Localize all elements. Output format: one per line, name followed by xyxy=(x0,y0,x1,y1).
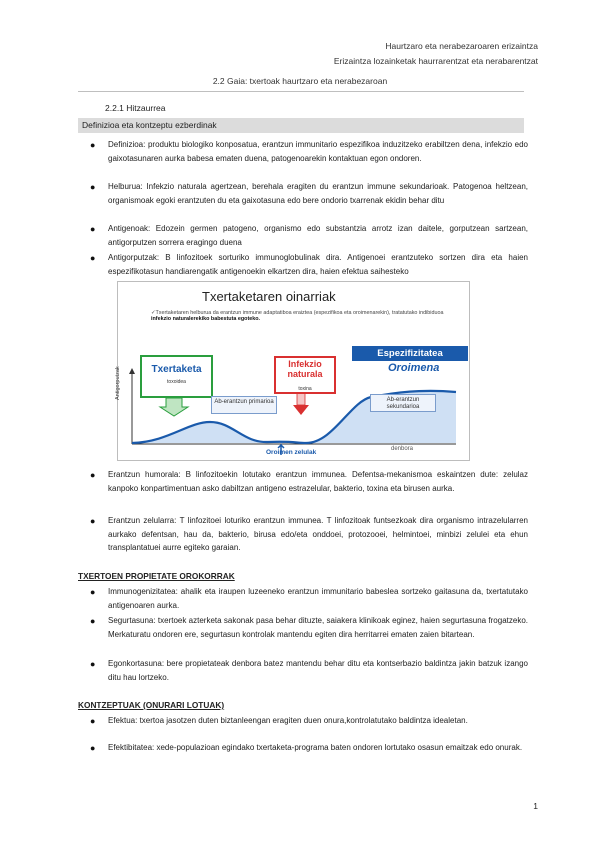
vaccination-label: Txertaketa xyxy=(142,364,211,375)
header-subject-title: Erizaintza lozainketak haurrarentzat eta nerabarentzat xyxy=(333,56,538,66)
header-divider xyxy=(78,91,524,92)
definition-item: Helburua: Infekzio naturala agertzean, berehala eragiten du erantzun immune sekundarioak. Patogenoa heltzean, organismoak egoki erantzuten du eta gaixotasuna edo bere ondorio txarrenak ekidin behar ditu xyxy=(108,182,528,205)
vaccination-box xyxy=(140,355,213,398)
secondary-response-label: Ab-erantzun sekundarioa xyxy=(370,394,436,412)
primary-response-label: Ab-erantzun primarioa xyxy=(211,396,277,414)
bullet: ● xyxy=(90,616,96,626)
figure-note-text: ✓Txertaketaren helburua da erantzun immune adaptatiboa eraiztea (espezifikoa eta oroimenarekin), tratatutako indibiduoa xyxy=(151,310,444,316)
memory-cells-label: Oroimen zelulak xyxy=(266,449,317,456)
y-axis-label: Antigorputzak xyxy=(115,366,121,400)
properties-heading: TXERTOEN PROPIETATE OROKORRAK xyxy=(78,571,235,581)
property-item: Immunogenizitatea: ahalik eta iraupen luzeeneko erantzun immunitario babeslea sortzeko gaitasuna da, txertatutako antigenoaren aurka. xyxy=(108,587,528,610)
vaccination-diagram xyxy=(117,281,470,461)
bullet: ● xyxy=(90,253,96,263)
definition-item: Definizioa: produktu biologiko konposatua, erantzun immunitario espezifikoa induzitzeko erabiltzen dena, infekzio edo gaixotasunaren aurka babesa ematen duena, patogenoarekin kontaktuan egon ondoren. xyxy=(108,140,528,163)
bullet: ● xyxy=(90,716,96,726)
bullet: ● xyxy=(90,587,96,597)
bullet: ● xyxy=(90,516,96,526)
definition-item: Antigenoak: Edozein germen patogeno, organismo edo substantzia arrotz izan daitele, gorputzean sartzean, antigorputzen sorrera eragingo duena xyxy=(108,224,528,247)
page-number: 1 xyxy=(533,801,538,811)
toxoid-label: toxoidea xyxy=(167,379,186,385)
bullet: ● xyxy=(90,224,96,234)
subsection-title: 2.2.1 Hitzaurrea xyxy=(105,103,166,113)
toxin-label: toxina xyxy=(298,386,312,392)
property-item: Egonkortasuna: bere propietateak denbora batez mantendu behar ditu eta kontserbazio baldintza jakin batzuk izango ditu hau lortzeko. xyxy=(108,659,528,682)
section-title: 2.2 Gaia: txertoak haurtzaro eta nerabezaroan xyxy=(212,76,388,86)
memory-label: Oroimena xyxy=(388,362,440,374)
property-item: Segurtasuna: txertoek azterketa sakonak pasa behar dituzte, saiakera klinikoak eginez, haien segurtasuna frogatzeko. Merkaturatu ondoren ere, segurtasun kontrolak mantendu egiten dira herritarrei ematen zaien bitartean. xyxy=(108,616,528,639)
bullet: ● xyxy=(90,182,96,192)
infection-arrow-stem xyxy=(297,393,305,405)
concepts-heading: KONTZEPTUAK (ONURARI LOTUAK) xyxy=(78,700,225,710)
concept-item: Efektibitatea: xede-populazioan egindako txertaketa-programa baten ondoren lortutako osasun emaitzak edo onurak. xyxy=(108,743,523,752)
x-axis-label: denbora xyxy=(391,446,414,452)
vaccination-arrow xyxy=(160,398,188,416)
immune-response-item: Erantzun humorala: B linfozitoekin lotutako erantzun immunea. Defentsa-mekanismoa eskaintzen dute: zelulaz kanpoko konpartimentuan asko dabiltzan antigeno estrazelular, bakterio, toxina eta birusen aurka. xyxy=(108,470,528,493)
natural-infection-label: Infekzio naturala xyxy=(287,359,323,379)
definitions-heading: Definizioa eta kontzeptu ezberdinak xyxy=(78,118,524,133)
header-course-title: Haurtzaro eta nerabezaroaren erizaintza xyxy=(385,41,538,51)
bullet: ● xyxy=(90,470,96,480)
bullet: ● xyxy=(90,140,96,150)
natural-infection-box xyxy=(274,356,336,394)
infection-arrow-head xyxy=(293,405,309,415)
bullet: ● xyxy=(90,659,96,669)
figure-note-bold: infekzio naturalerekiko babestuta egoteko. xyxy=(151,316,261,323)
concept-item: Efektua: txertoa jasotzen duten biztanleengan eragiten duen onura,kontrolatutako baldintza idealetan. xyxy=(108,716,468,725)
y-axis-arrow xyxy=(129,368,135,374)
specificity-banner: Espezifizitatea xyxy=(352,346,468,361)
bullet: ● xyxy=(90,743,96,753)
definition-item: Antigorputzak: B linfozitoek sorturiko immunoglobulinak dira. Antigenoei erantzuteko sortzen dira eta haien espezifikotasun handiarengatik antigenoekin elkartzen dira, haien efektua saihesteko xyxy=(108,253,528,276)
immune-response-item: Erantzun zelularra: T linfozitoei loturiko erantzun immunea. T linfozitoak funtsezkoak dira organismo intrazelularren aurkako defentsan, hau da, bakterio, birusa edo/eta onddoei, protozooei, helmintoei, minbizi zelulei eta ehun transplantatuei aurre egiteko garaian. xyxy=(108,516,528,553)
figure-title: Txertaketaren oinarriak xyxy=(202,289,336,304)
